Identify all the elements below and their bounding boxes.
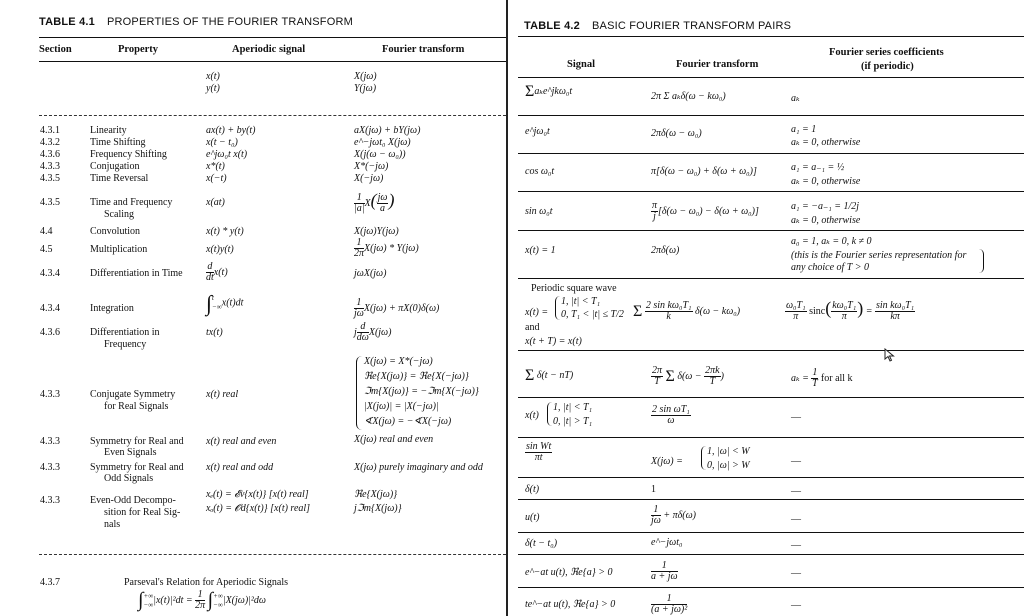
frac-den: k — [666, 311, 671, 322]
int-lower: −∞ — [212, 303, 222, 311]
row-fs: — — [791, 456, 801, 467]
row-signal — [206, 262, 228, 283]
frac-den: jω — [651, 515, 661, 526]
fs-text: for all k — [820, 372, 853, 384]
row-signal: sin ω₀t — [525, 206, 553, 217]
col-header-if-periodic: (if periodic) — [861, 61, 914, 72]
sig-expr: aₖe^jkω₀t — [534, 86, 573, 97]
row-transform: X(jω) real and even — [354, 434, 434, 445]
equals: = — [865, 305, 873, 317]
row-signal: ax(t) + by(t) — [206, 125, 256, 136]
row-section: 4.3.5 — [40, 197, 60, 208]
frac-num: 1 — [812, 367, 818, 378]
frac-den: j — [653, 211, 656, 222]
frac-num: 1 — [354, 298, 364, 309]
row-transform — [651, 505, 696, 526]
row-transform: X(j(ω − ω₀)) — [354, 149, 406, 160]
row-property-cont: Odd Signals — [104, 473, 154, 484]
conj-brace — [356, 356, 362, 430]
row-section: 4.5 — [40, 244, 53, 255]
frac-num: 1 — [651, 594, 687, 605]
row-signal: tx(t) — [206, 327, 223, 338]
row-signal-title: Periodic square wave — [531, 283, 617, 294]
row-fs: a₀ = 1, aₖ = 0, k ≠ 0 — [791, 236, 872, 247]
piecewise-brace — [701, 446, 706, 470]
row-transform: e^−jωt₀ X(jω) — [354, 137, 411, 148]
row-transform-line: |X(jω)| = |X(−jω)| — [364, 401, 439, 412]
ft-expr: [δ(ω − ω₀) − δ(ω + ω₀)] — [658, 205, 759, 217]
row-fs-2: (this is the Fourier series representation for — [791, 250, 967, 261]
piece-1: 1, |ω| < W — [707, 446, 750, 457]
row-section: 4.3.6 — [40, 149, 60, 160]
page-divider — [506, 0, 508, 616]
frac-den: 2π — [195, 600, 206, 611]
row-signal: ∫ t −∞ x(t)dt — [206, 290, 244, 316]
frac-num: 1 — [195, 590, 205, 601]
row-transform — [651, 405, 691, 426]
row-fs-2: aₖ = 0, otherwise — [791, 176, 861, 187]
row-signal: x(t) * y(t) — [206, 226, 244, 237]
row-property: Time Shifting — [90, 137, 146, 148]
col-header-fourier-transform: Fourier transform — [382, 44, 465, 55]
frac-num: 2 sin ωT₁ — [652, 404, 690, 415]
row-signal: xₑ(t) = 𝓔v{x(t)} [x(t) real] — [206, 489, 309, 500]
frac-den: πt — [534, 452, 543, 463]
and-label: and — [525, 322, 540, 333]
col-header-fourier-transform: Fourier transform — [676, 59, 759, 70]
row-fs: $\frac{\text{ω₀T₁}}{\pi}$ sinc( $\frac{\text{kω₀T₁}}{\pi}$ ) = $\frac{\text{sin kω₀T₁}}{k\pi}$ — [786, 297, 915, 322]
row-signal: te^−at u(t), ℜe{a} > 0 — [525, 599, 616, 610]
row-fs — [791, 368, 853, 389]
frac-num: 2πk — [705, 365, 720, 376]
table-4-2-caption: BASIC FOURIER TRANSFORM PAIRS — [592, 20, 792, 32]
row-signal: e^jω₀t — [525, 126, 550, 137]
base-signal-x: x(t) — [206, 71, 220, 82]
row-transform — [651, 594, 687, 615]
row-fs: aₖ — [791, 93, 800, 104]
frac-den: dt — [206, 272, 214, 283]
row-section: 4.3.3 — [40, 436, 60, 447]
row-transform — [354, 298, 439, 319]
row-section: 4.3.7 — [40, 577, 60, 588]
row-signal: e^−at u(t), ℜe{a} > 0 — [525, 567, 613, 578]
row-fs: a₁ = a₋₁ = ½ — [791, 162, 845, 173]
row-transform-line: ℑm{X(jω)} = −ℑm{X(−jω)} — [364, 386, 479, 397]
row-property: Multiplication — [90, 244, 148, 255]
row-property-cont: Even Signals — [104, 447, 157, 458]
row-transform — [651, 561, 678, 582]
frac-den: dω — [356, 332, 369, 343]
frac-num: d — [207, 261, 213, 272]
row-signal: u(t) — [525, 512, 540, 523]
row-transform-line: ∢X(jω) = −∢X(−jω) — [364, 416, 452, 427]
row-property: Symmetry for Real and — [90, 436, 184, 447]
frac-den: ω — [667, 415, 675, 426]
parseval-rhs: |X(jω)|²dω — [222, 594, 266, 606]
frac-den: |a| — [354, 203, 365, 214]
row-transform: jωX(jω) — [354, 268, 387, 279]
row-transform: X(−jω) — [354, 173, 384, 184]
frac-num: sin kω₀T₁ — [875, 300, 915, 311]
row-fs-3: any choice of T > 0 — [791, 262, 869, 273]
row-property: Time and Frequency — [90, 197, 173, 208]
row-section: 4.4 — [40, 226, 53, 237]
row-transform: 2πδ(ω − ω₀) — [651, 128, 702, 139]
row-property: Convolution — [90, 226, 141, 237]
frac-den: kπ — [890, 311, 900, 322]
row-section: 4.3.6 — [40, 327, 60, 338]
table-4-2-label: TABLE 4.2 — [524, 20, 580, 32]
ft-expr: X(jω) * Y(jω) — [364, 242, 419, 254]
row-fs-2: aₖ = 0, otherwise — [791, 137, 861, 148]
row-signal: x(t − t₀) — [206, 137, 238, 148]
row-property: Differentiation in Time — [90, 268, 183, 279]
base-signal-y: y(t) — [206, 83, 220, 94]
col-header-section: Section — [39, 44, 72, 55]
row-section: 4.3.3 — [40, 161, 60, 172]
row-signal: e^jω₀t x(t) — [206, 149, 248, 160]
row-section: 4.3.4 — [40, 268, 60, 279]
row-transform — [651, 201, 759, 222]
base-ft-x: X(jω) — [354, 71, 377, 82]
col-header-property: Property — [118, 44, 159, 55]
frac-num: 1 — [651, 505, 661, 516]
row-transform-2: jℑm{X(jω)} — [354, 503, 402, 514]
frac-num: 2π — [652, 365, 663, 376]
parseval-title: Parseval's Relation for Aperiodic Signals — [124, 577, 288, 588]
ft-expr: δ(ω − — [677, 370, 705, 382]
table-4-2-title — [524, 20, 791, 32]
frac-num: 1 — [354, 238, 364, 249]
row-section: 4.3.3 — [40, 495, 60, 506]
row-signal: x(t)y(t) — [206, 244, 234, 255]
int-lower: −∞ — [143, 600, 154, 609]
base-ft-y: Y(jω) — [354, 83, 377, 94]
frac-num: d — [357, 322, 369, 333]
ft-expr: + πδ(ω) — [663, 509, 696, 521]
row-transform: Σ $\frac{\text{2 sin kω₀T₁}}{k}$ δ(ω − kω₀) — [633, 300, 741, 322]
piecewise-brace — [555, 296, 560, 320]
sinc-label: sinc — [809, 305, 826, 317]
row-fs: — — [791, 540, 801, 551]
fs-prefix: aₖ = — [791, 372, 809, 384]
piecewise-brace — [547, 402, 552, 426]
row-signal: δ(t − t₀) — [525, 538, 558, 549]
row-property: Conjugate Symmetry — [90, 389, 176, 400]
int-lower: −∞ — [213, 600, 223, 609]
row-section: 4.3.2 — [40, 137, 60, 148]
frac-den: jω — [354, 308, 364, 319]
parseval-equation: ∫ +∞ −∞ |x(t)|²dt = $\frac{1}{2\pi}$ ∫ +∞ −∞ |X(jω)|²dω — [138, 589, 266, 611]
row-transform: X(jω)Y(jω) — [354, 226, 399, 237]
row-signal: δ(t) — [525, 484, 540, 495]
table-4-2-page: TABLE 4.2 BASIC FOURIER TRANSFORM PAIRS Signal Fourier transform Fourier series coefficients (if periodic) Σaₖe^jkω₀t 2π Σ aₖδ(ω − kω₀) aₖ e^jω₀t 2πδ(ω − ω₀) a₁ = 1 aₖ = 0, otherwise cos ω₀t π[δ(ω − ω₀) + δ(ω + ω₀)] a₁ = a₋₁ = ½ aₖ = 0, otherwise sin ω₀t $\frac{\pi}{j}$ [δ(ω − ω₀) − δ(ω + ω₀)] a₁ = −a₋₁ = 1/2j aₖ = 0, otherwise x(t) = 1 2πδ(ω) a₀ = 1, aₖ = 0, k ≠ 0 (this is the Fourier series representation for any choice of T > 0 Periodic square wave x(t) = 1, |t| < T₁ 0, T₁ < |t| ≤ T/2 and x(t + T) = x(t) Σ $\frac{\text{2 sin kω₀T₁}}{k}$ δ(ω − kω₀) $\frac{\text{ω₀T₁}}{\pi}$ sinc( $\frac{\text{kω₀T₁}}{\pi}$ ) = $\frac{\text{sin kω₀T₁}}{k\pi}$ Σ δ(t − nT) $\frac{2\pi}{T}$ Σ δ(ω − $\frac{2\pi k}{T}$ ) aₖ = $\frac{1}{T}$ for all k x(t) 1, |t| < T₁ 0, |t| > T₁ $\frac{\text{2 sin ωT₁}}{\omega}$ — $\frac{\text{sin Wt}}{\pi t}$ X(jω) = 1, |ω| < W 0, |ω| > W — δ(t) 1 — u(t) $\frac{1}{j\omega}$ + πδ(ω) — δ(t − t₀) e^−jωt₀ — e^−at u(t), ℜe{a} > 0 $\frac{1}{a + j\omega}$ — te^−at u(t), ℜe{a} > 0 $\frac{1}{\text{(a + jω)²}}$ — — [511, 0, 1024, 616]
frac-num: kω₀T₁ — [832, 300, 857, 311]
frac-den: T — [709, 376, 716, 387]
piece-1: 1, |t| < T₁ — [561, 296, 601, 307]
row-property-cont: Frequency — [104, 339, 147, 350]
row-transform: X*(−jω) — [354, 161, 389, 172]
row-section: 4.3.5 — [40, 173, 60, 184]
row-property-cont: nals — [104, 519, 121, 530]
frac-num: jω — [377, 192, 388, 203]
row-transform: 1 — [651, 484, 656, 495]
frac-num: sin Wt — [526, 441, 552, 452]
row-transform: X(jω) = — [651, 456, 683, 467]
row-property: Symmetry for Real and — [90, 462, 184, 473]
frac-num: 2 sin kω₀T₁ — [645, 300, 692, 311]
row-signal: cos ω₀t — [525, 166, 555, 177]
row-property-cont: for Real Signals — [104, 401, 169, 412]
row-section: 4.3.4 — [40, 303, 60, 314]
col-header-signal: Signal — [567, 59, 596, 70]
int-upper: +∞ — [143, 591, 154, 600]
row-fs: a₁ = 1 — [791, 124, 817, 135]
ft-expr: δ(ω − kω₀) — [695, 305, 741, 317]
row-section: 4.3.3 — [40, 462, 60, 473]
sig-expr: δ(t − nT) — [536, 370, 574, 381]
note-paren — [979, 249, 984, 273]
row-fs: a₁ = −a₋₁ = 1/2j — [791, 201, 860, 212]
row-transform — [354, 238, 419, 259]
row-property: Integration — [90, 303, 134, 314]
frac-den: π — [793, 311, 799, 322]
frac-num: ω₀T₁ — [786, 300, 806, 311]
int-upper: +∞ — [213, 591, 223, 600]
row-property: Conjugation — [90, 161, 140, 172]
table-4-1-page — [0, 0, 506, 616]
row-signal: x(t) — [525, 410, 539, 421]
mouse-cursor-icon — [884, 348, 896, 362]
row-transform: π[δ(ω − ω₀) + δ(ω + ω₀)] — [651, 166, 757, 177]
col-header-fs-coeff: Fourier series coefficients — [829, 47, 944, 58]
row-fs: — — [791, 412, 801, 423]
sig-expr: x(t) — [213, 266, 228, 278]
sig-expr: x(t)dt — [221, 297, 244, 309]
piece-2: 0, T₁ < |t| ≤ T/2 — [561, 309, 624, 320]
row-signal: x(t) real and odd — [206, 462, 274, 473]
piece-1: 1, |t| < T₁ — [553, 402, 593, 413]
frac-den: (a + jω)² — [651, 604, 688, 615]
row-transform-line: X(jω) = X*(−jω) — [364, 356, 433, 367]
row-property: Even-Odd Decompo- — [90, 495, 176, 506]
row-transform — [354, 322, 391, 343]
frac-den: 2π — [354, 248, 365, 259]
piece-2: 0, |ω| > W — [707, 460, 750, 471]
frac-den: T — [812, 378, 818, 389]
int-upper: t — [212, 294, 214, 302]
row-property: Frequency Shifting — [90, 149, 167, 160]
frac-den: a — [380, 203, 386, 214]
frac-den: a + jω — [651, 571, 678, 582]
row-transform: e^−jωt₀ — [651, 537, 683, 548]
frac-den: π — [841, 311, 847, 322]
row-fs: — — [791, 600, 801, 611]
row-transform: 2π Σ aₖδ(ω − kω₀) — [651, 91, 726, 102]
ft-prefix: j — [354, 326, 357, 338]
row-signal: x(−t) — [206, 173, 227, 184]
row-signal — [525, 442, 552, 463]
table-4-1-caption: PROPERTIES OF THE FOURIER TRANSFORM — [107, 16, 353, 28]
row-signal: x(t) real and even — [206, 436, 277, 447]
row-transform: $\frac{2\pi}{T}$ Σ δ(ω − $\frac{2\pi k}{T}$ ) — [652, 365, 724, 387]
row-fs: — — [791, 568, 801, 579]
row-property-cont: sition for Real Sig- — [104, 507, 181, 518]
row-transform: $\frac{1}{|a|}$ X( $\frac{j\omega}{a}$ ) — [354, 189, 395, 214]
frac-den: T — [654, 376, 660, 387]
row-property: Time Reversal — [90, 173, 149, 184]
row-fs: — — [791, 514, 801, 525]
col-header-aperiodic-signal: Aperiodic signal — [232, 44, 306, 55]
row-section: 4.3.1 — [40, 125, 60, 136]
row-signal: x(t) real — [206, 389, 239, 400]
row-section: 4.3.3 — [40, 389, 60, 400]
row-fs: — — [791, 486, 801, 497]
row-signal: x*(t) — [206, 161, 225, 172]
row-signal: x(t) = 1 — [525, 245, 556, 256]
ft-expr: X(jω) + πX(0)δ(ω) — [363, 302, 440, 314]
row-property-cont: Scaling — [104, 209, 134, 220]
row-signal: Σaₖe^jkω₀t — [525, 83, 573, 101]
parseval-lhs: |x(t)|²dt = — [153, 594, 193, 606]
ft-symbol: X — [364, 197, 371, 209]
row-transform: X(jω) purely imaginary and odd — [354, 462, 483, 473]
row-transform: aX(jω) + bY(jω) — [354, 125, 421, 136]
frac-num: 1 — [354, 193, 365, 204]
ft-expr: X(jω) — [368, 326, 392, 338]
frac-num: 1 — [651, 561, 678, 572]
table-4-1-label: TABLE 4.1 — [39, 16, 95, 28]
row-transform: ℜe{X(jω)} — [354, 489, 398, 500]
row-transform-line: ℜe{X(jω)} = ℜe{X(−jω)} — [364, 371, 469, 382]
row-transform: 2πδ(ω) — [651, 245, 680, 256]
row-fs-2: aₖ = 0, otherwise — [791, 215, 861, 226]
row-property: Differentiation in — [90, 327, 160, 338]
frac-num: π — [652, 200, 658, 211]
row-property: Linearity — [90, 125, 127, 136]
row-signal: Σ δ(t − nT) — [525, 367, 574, 385]
piece-2: 0, |t| > T₁ — [553, 416, 593, 427]
row-signal-2: xₒ(t) = 𝓞d{x(t)} [x(t) real] — [206, 503, 311, 514]
table-4-1-title — [39, 16, 353, 28]
periodicity: x(t + T) = x(t) — [525, 336, 582, 347]
row-signal: x(at) — [206, 197, 225, 208]
